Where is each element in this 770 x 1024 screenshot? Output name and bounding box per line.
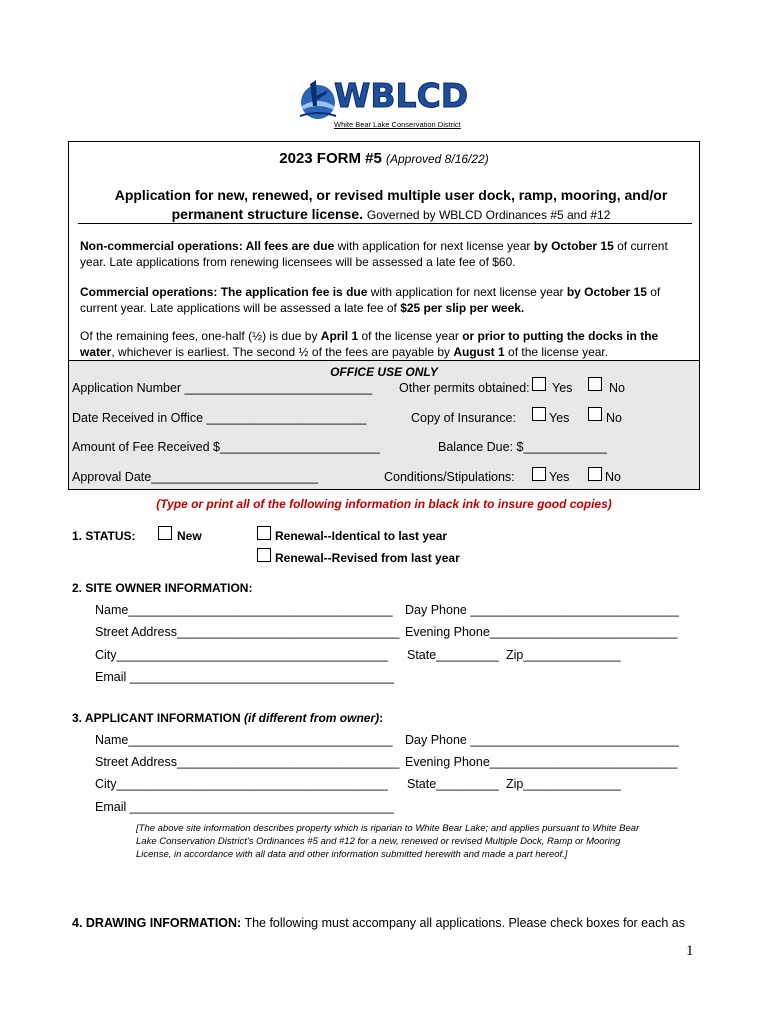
conditions-yes-label: Yes bbox=[549, 470, 570, 484]
approval-date-field[interactable]: Approval Date________________________ bbox=[72, 470, 319, 484]
insurance-no-checkbox[interactable] bbox=[588, 407, 602, 421]
insurance-no-label: No bbox=[606, 411, 622, 425]
owner-email-field[interactable]: Email ______________________________________ bbox=[95, 670, 394, 684]
insurance-yes-label: Yes bbox=[549, 411, 570, 425]
wblcd-logo bbox=[298, 76, 468, 132]
conditions-no-label: No bbox=[605, 470, 621, 484]
other-permits-no-label: No bbox=[609, 381, 625, 395]
drawing-info: 4. DRAWING INFORMATION: The following must accompany all applications. Please check boxes for each as bbox=[72, 916, 685, 930]
applicant-email-field[interactable]: Email ______________________________________ bbox=[95, 800, 394, 814]
approved-date: (Approved 8/16/22) bbox=[385, 152, 489, 166]
conditions-label: Conditions/Stipulations: bbox=[384, 470, 515, 484]
amount-fee-field[interactable]: Amount of Fee Received $_______________________ bbox=[72, 440, 380, 454]
applicant-name-field[interactable]: Name______________________________________ bbox=[95, 733, 393, 747]
owner-day-phone-field[interactable]: Day Phone ______________________________ bbox=[405, 603, 679, 617]
site-owner-label: 2. SITE OWNER INFORMATION: bbox=[72, 581, 253, 595]
balance-due-field[interactable]: Balance Due: $____________ bbox=[438, 440, 607, 454]
riparian-note: [The above site information describes property which is riparian to White Bear Lake; and applies pursuant to White Bear Lake Conservation District's Ordinances #5 and #12 for a new, renewed or revised Multiple Dock, Ramp or Mooring License, in accordance with all data and other information submitted herewith and made a part hereof.] bbox=[136, 823, 640, 860]
logo-subtitle: White Bear Lake Conservation District bbox=[334, 120, 461, 129]
ink-instruction: (Type or print all of the following information in black ink to insure good copies) bbox=[156, 497, 612, 511]
logo-wordmark: WBLCD bbox=[334, 76, 469, 115]
applicant-street-field[interactable]: Street Address________________________________ bbox=[95, 755, 400, 769]
other-permits-no-checkbox[interactable] bbox=[588, 377, 602, 391]
other-permits-yes-label: Yes bbox=[552, 381, 573, 395]
remaining-fees-paragraph: Of the remaining fees, one-half (½) is due by April 1 of the license year or prior to putting the docks in the water, whichever is earliest. The second ½ of the fees are payable by August 1 of the license year. bbox=[80, 329, 659, 359]
other-permits-yes-checkbox[interactable] bbox=[532, 377, 546, 391]
status-label: 1. STATUS: bbox=[72, 529, 136, 543]
other-permits-label: Other permits obtained: bbox=[399, 381, 530, 395]
heron-icon bbox=[298, 76, 338, 124]
copy-insurance-label: Copy of Insurance: bbox=[411, 411, 516, 425]
owner-state-field[interactable]: State_________ bbox=[407, 648, 499, 662]
conditions-yes-checkbox[interactable] bbox=[532, 467, 546, 481]
applicant-city-field[interactable]: City_______________________________________ bbox=[95, 777, 388, 791]
commercial-paragraph: Commercial operations: The application fee is due with application for next license year by October 15 of current year. Late applications will be assessed a late fee of $25 per slip per week. bbox=[80, 285, 661, 315]
applicant-zip-field[interactable]: Zip______________ bbox=[506, 777, 621, 791]
applicant-evening-phone-field[interactable]: Evening Phone___________________________ bbox=[405, 755, 678, 769]
form-title: 2023 FORM #5 (Approved 8/16/22) bbox=[279, 150, 489, 167]
owner-city-field[interactable]: City_______________________________________ bbox=[95, 648, 388, 662]
status-new-label: New bbox=[177, 529, 202, 543]
owner-street-field[interactable]: Street Address________________________________ bbox=[95, 625, 400, 639]
date-received-field[interactable]: Date Received in Office _______________________ bbox=[72, 411, 367, 425]
status-renewal-identical-label: Renewal--Identical to last year bbox=[275, 529, 448, 543]
status-new-checkbox[interactable] bbox=[158, 526, 172, 540]
applicant-state-field[interactable]: State_________ bbox=[407, 777, 499, 791]
status-renewal-revised-label: Renewal--Revised from last year bbox=[275, 551, 460, 565]
status-renewal-identical-checkbox[interactable] bbox=[257, 526, 271, 540]
status-renewal-revised-checkbox[interactable] bbox=[257, 548, 271, 562]
page-number: 1 bbox=[686, 943, 694, 959]
conditions-no-checkbox[interactable] bbox=[588, 467, 602, 481]
office-use-title: OFFICE USE ONLY bbox=[330, 365, 438, 379]
insurance-yes-checkbox[interactable] bbox=[532, 407, 546, 421]
form-heading: Application for new, renewed, or revised multiple user dock, ramp, mooring, and/or permanent structure license. Governed by WBLCD Ordinances #5 and #12 bbox=[114, 187, 668, 222]
application-number-field[interactable]: Application Number ___________________________ bbox=[72, 381, 373, 395]
owner-zip-field[interactable]: Zip______________ bbox=[506, 648, 621, 662]
noncommercial-paragraph: Non-commercial operations: All fees are due with application for next license year by October 15 of current year. Late applications from renewing licensees will be assessed a late fee of $60. bbox=[80, 239, 668, 269]
applicant-label: 3. APPLICANT INFORMATION (if different from owner): bbox=[72, 711, 384, 725]
heading-rule bbox=[78, 223, 692, 224]
owner-name-field[interactable]: Name______________________________________ bbox=[95, 603, 393, 617]
applicant-day-phone-field[interactable]: Day Phone ______________________________ bbox=[405, 733, 679, 747]
owner-evening-phone-field[interactable]: Evening Phone___________________________ bbox=[405, 625, 678, 639]
